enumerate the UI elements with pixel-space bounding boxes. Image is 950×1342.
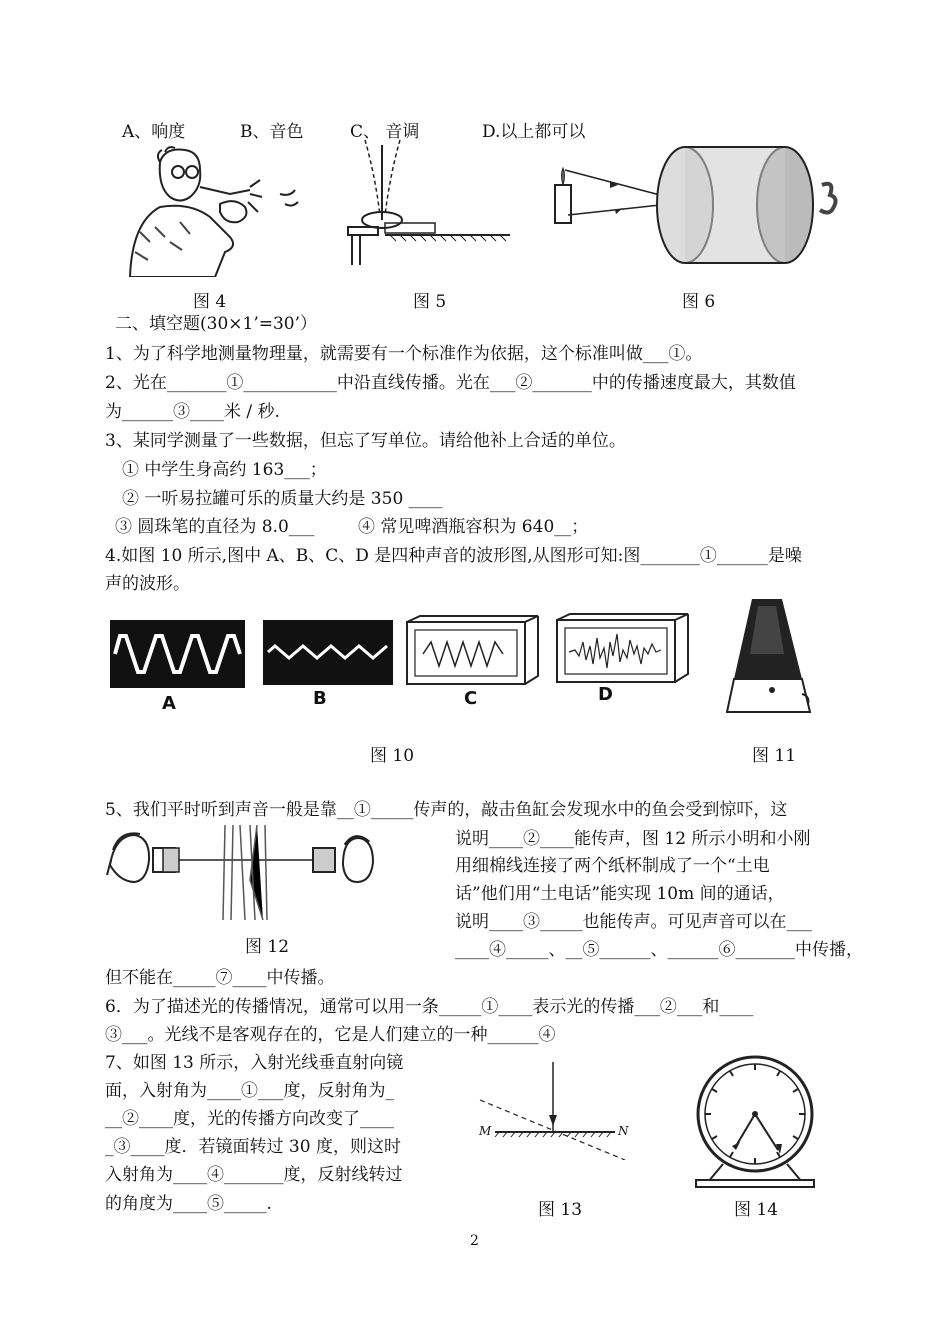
section-title: 二、填空题(30×1’=30’） [115, 314, 318, 334]
question-7-line-3: __②____度，光的传播方向改变了____ [105, 1109, 394, 1129]
caption-fig11: 图 11 [752, 746, 797, 766]
fig13-mirror-diagram [475, 1060, 635, 1160]
wave-d [555, 612, 690, 684]
caption-fig5: 图 5 [413, 292, 447, 312]
question-5-line-7: 但不能在_____⑦____中传播。 [105, 968, 335, 988]
choice-a: A、响度 [122, 122, 186, 142]
question-4-line-1: 4.如图 10 所示,图中 A、B、C、D 是四种声音的波形图,从图形可知:图_______①______是噪 [105, 546, 802, 566]
caption-fig13: 图 13 [538, 1200, 583, 1220]
question-5-line-3: 用细棉线连接了两个纸杯制成了一个“土电 [455, 856, 770, 876]
question-5-line-5: 说明____③_____也能传声。可见声音可以在___ [455, 912, 812, 932]
question-1: 1、为了科学地测量物理量，就需要有一个标准作为依据，这个标准叫做___①。 [105, 344, 703, 364]
page-number: 2 [470, 1233, 479, 1249]
fig11-metronome [722, 594, 822, 716]
question-7-line-4: _③____度．若镜面转过 30 度，则这时 [105, 1137, 401, 1157]
mirror-label-n: N [618, 1124, 629, 1138]
question-7-line-5: 入射角为____④_______度，反射线转过 [105, 1165, 403, 1185]
wave-c [405, 614, 540, 686]
fig14-clock [688, 1054, 823, 1189]
wave-label-c: C [464, 688, 478, 709]
question-5-line-4: 话”他们用“土电话”能实现 10m 间的通话， [455, 884, 785, 904]
wave-a [110, 620, 245, 688]
caption-fig4: 图 4 [193, 292, 227, 312]
question-5-line-1: 5、我们平时听到声音一般是靠__①_____传声的，敲击鱼缸会发现水中的鱼会受到惊吓，这 [105, 800, 788, 820]
caption-fig6: 图 6 [682, 292, 716, 312]
question-3-intro: 3、某同学测量了一些数据，但忘了写单位。请给他补上合适的单位。 [105, 431, 626, 451]
question-3-item-2: ② 一听易拉罐可乐的质量大约是 350 ____ [122, 489, 443, 509]
choice-d: D.以上都可以 [482, 122, 586, 142]
fig4-illustration [120, 142, 305, 277]
question-5-line-2: 说明____②____能传声，图 12 所示小明和小刚 [455, 829, 811, 849]
wave-b [263, 620, 393, 685]
question-4-line-2: 声的波形。 [105, 574, 190, 594]
mirror-label-m: M [479, 1124, 492, 1138]
question-2-line-2: 为______③____米 / 秒. [105, 402, 280, 422]
choice-c: C、 音调 [350, 122, 420, 142]
question-2-line-1: 2、光在_______①___________中沿直线传播。光在___②_______中的传播速度最大，其数值 [105, 373, 796, 393]
question-3-item-3: ③ 圆珠笔的直径为 8.0___ [115, 517, 315, 537]
question-3-item-1: ① 中学生身高约 163___； [122, 460, 327, 480]
question-7-line-6: 的角度为____⑤_____. [105, 1194, 272, 1214]
question-7-line-1: 7、如图 13 所示，入射光线垂直射向镜 [105, 1053, 404, 1073]
caption-fig10: 图 10 [370, 746, 415, 766]
caption-fig14: 图 14 [734, 1200, 779, 1220]
fig5-illustration [340, 135, 515, 270]
wave-label-d: D [598, 684, 613, 705]
fig6-illustration [550, 140, 850, 270]
question-5-line-6: ____④_____、__⑤______、______⑥_______中传播， [455, 940, 863, 960]
question-6-line-1: 6．为了描述光的传播情况，通常可以用一条_____①____表示光的传播___②___和____ [105, 997, 754, 1017]
wave-label-b: B [313, 688, 327, 709]
question-6-line-2: ③___。光线不是客观存在的，它是人们建立的一种______④ [105, 1025, 556, 1045]
caption-fig12: 图 12 [245, 937, 290, 957]
wave-label-a: A [162, 693, 176, 714]
question-3-item-4: ④ 常见啤酒瓶容积为 640__； [358, 517, 589, 537]
question-7-line-2: 面，入射角为____①___度，反射角为_ [105, 1081, 394, 1101]
choice-b: B、音色 [240, 122, 304, 142]
fig12-string-telephone [105, 820, 375, 920]
